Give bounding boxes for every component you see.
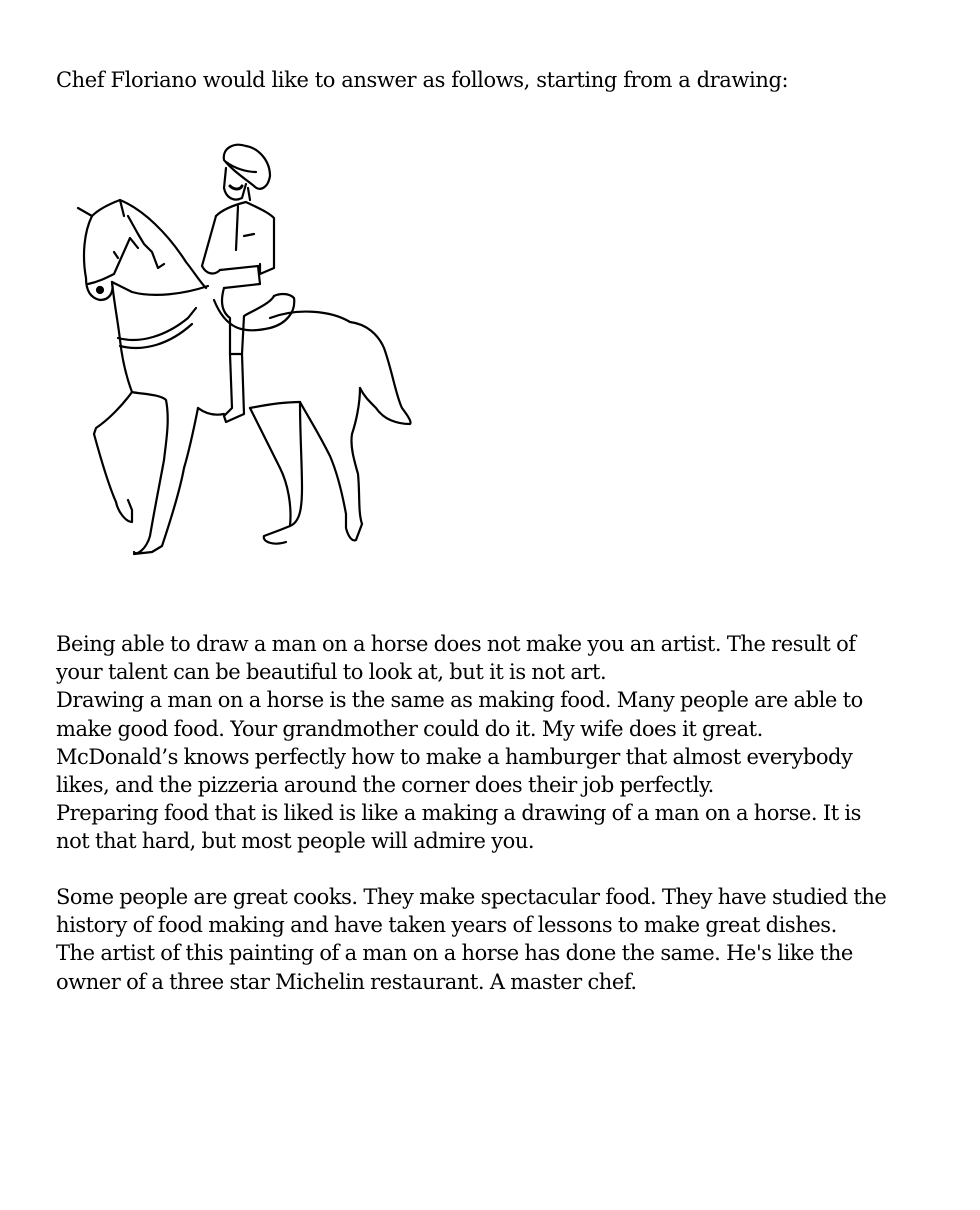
paragraph-line: Drawing a man on a horse is the same as making food. Many people are able to — [56, 688, 863, 713]
paragraph-line: owner of a three star Michelin restaurant. A master chef. — [56, 969, 637, 994]
paragraph-line: history of food making and have taken years of lessons to make great dishes. — [56, 913, 837, 938]
paragraph-line: Preparing food that is liked is like a making a drawing of a man on a horse. It is — [56, 801, 862, 826]
man-on-horse-drawing-icon — [74, 138, 414, 566]
intro-text: Chef Floriano would like to answer as follows, starting from a drawing: — [56, 68, 789, 92]
paragraph-great-cooks — [56, 883, 886, 996]
paragraph-line: Some people are great cooks. They make spectacular food. They have studied the — [56, 885, 887, 909]
paragraph-line: your talent can be beautiful to look at, but it is not art. — [56, 660, 607, 685]
paragraph-line: make good food. Your grandmother could do it. My wife does it great. — [56, 716, 763, 741]
paragraph-line: likes, and the pizzeria around the corner does their job perfectly. — [56, 773, 714, 798]
paragraph-line: The artist of this painting of a man on a horse has done the same. He's like the — [56, 941, 853, 966]
paragraph-line: Being able to draw a man on a horse does not make you an artist. The result of — [56, 632, 856, 656]
paragraph-line: not that hard, but most people will admire you. — [56, 829, 535, 854]
paragraph-line: McDonald’s knows perfectly how to make a hamburger that almost everybody — [56, 744, 853, 769]
paragraph-food-and-drawing — [56, 630, 863, 856]
